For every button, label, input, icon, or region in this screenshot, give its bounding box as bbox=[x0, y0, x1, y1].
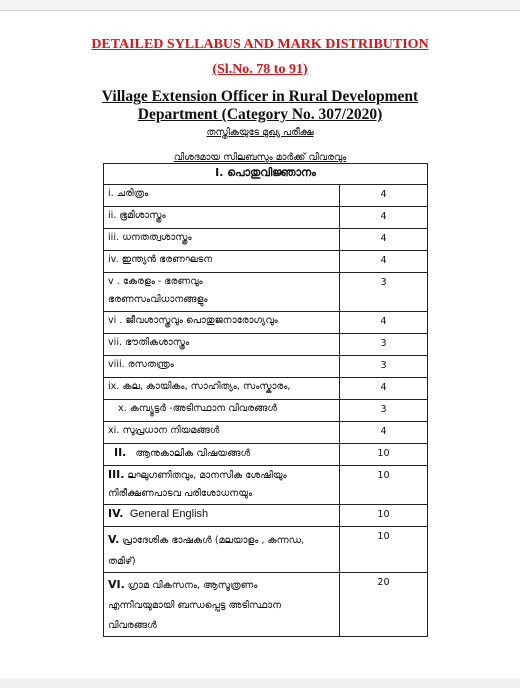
table-row bbox=[104, 573, 428, 637]
section-marks: 20 bbox=[340, 573, 428, 637]
item-marks: 4 bbox=[340, 229, 428, 251]
section-text: ആനുകാലിക വിഷയങ്ങൾ bbox=[135, 448, 251, 459]
post-title: Village Extension Officer in Rural Development bbox=[101, 88, 419, 105]
section-marks: 10 bbox=[340, 444, 428, 466]
item-label: vii. ഭൗതികശാസ്ത്രം bbox=[104, 334, 340, 356]
table-row bbox=[104, 378, 428, 400]
section-number: VI. bbox=[108, 578, 125, 591]
item-label bbox=[104, 273, 340, 312]
section-text: General English bbox=[129, 508, 209, 520]
section-text: വിവരങ്ങൾ bbox=[108, 620, 157, 631]
item-label: iv. ഇന്ത്യൻ ഭരണഘടന bbox=[104, 251, 340, 273]
section-label bbox=[104, 505, 340, 527]
table-row bbox=[104, 505, 428, 527]
item-label-line: ഭരണസംവിധാനങ്ങളും bbox=[108, 294, 208, 305]
item-marks: 3 bbox=[340, 273, 428, 312]
page-top-border bbox=[0, 0, 520, 11]
table-row bbox=[104, 207, 428, 229]
section-marks: 10 bbox=[340, 527, 428, 573]
section-text: തമിഴ്) bbox=[108, 556, 136, 567]
item-marks: 4 bbox=[340, 422, 428, 444]
table-row bbox=[104, 466, 428, 505]
table-row bbox=[104, 527, 428, 573]
syllabus-table bbox=[103, 163, 428, 637]
section-label bbox=[104, 466, 340, 505]
item-marks: 3 bbox=[340, 334, 428, 356]
table-row bbox=[104, 229, 428, 251]
table-row bbox=[104, 444, 428, 466]
table-row bbox=[104, 400, 428, 422]
item-marks: 3 bbox=[340, 400, 428, 422]
syllabus-subtitle: വിശദമായ സിലബസും മാർക്ക് വിവരവും bbox=[173, 152, 347, 163]
exam-subtitle: തസ്തികയുടേ മുഖ്യ പരീക്ഷ bbox=[206, 127, 314, 138]
page-bottom-edge bbox=[0, 678, 520, 688]
section-text: പ്രാദേശിക ഭാഷകൾ (മലയാളം , കന്നഡ, bbox=[122, 535, 305, 546]
section-text: ഗ്രാമ വികസനം, ആസൂത്രണം bbox=[127, 580, 258, 591]
section-text: നിരീക്ഷണപാടവ പരിശോധനയും bbox=[108, 488, 253, 499]
table-row-heading bbox=[104, 164, 428, 185]
item-label-line: v . കേരളം - ഭരണവും bbox=[108, 276, 203, 287]
section-label bbox=[104, 444, 340, 466]
section-marks: 10 bbox=[340, 466, 428, 505]
item-label: ii. ഭൂമിശാസ്ത്രം bbox=[104, 207, 340, 229]
item-marks: 4 bbox=[340, 378, 428, 400]
item-marks: 4 bbox=[340, 207, 428, 229]
sl-number: (Sl.No. 78 to 91) bbox=[212, 62, 308, 77]
item-marks: 4 bbox=[340, 312, 428, 334]
section-number: III. bbox=[108, 468, 125, 481]
table-row bbox=[104, 356, 428, 378]
item-label: ix. കല, കായികം, സാഹിത്യം, സംസ്കാരം, bbox=[104, 378, 340, 400]
section-text: എന്നിവയുമായി ബന്ധപ്പെട്ട അടിസ്ഥാന bbox=[108, 600, 282, 611]
item-label: vi . ജീവശാസ്ത്രവും പൊതുജനാരോഗ്യവും bbox=[104, 312, 340, 334]
section-heading: I. പൊതുവിജ്ഞാനം bbox=[104, 164, 428, 185]
table-row bbox=[104, 422, 428, 444]
section-number: II. bbox=[114, 446, 127, 459]
table-row bbox=[104, 312, 428, 334]
section-label bbox=[104, 527, 340, 573]
table-row bbox=[104, 334, 428, 356]
table-row bbox=[104, 251, 428, 273]
item-marks: 3 bbox=[340, 356, 428, 378]
item-marks: 4 bbox=[340, 185, 428, 207]
syllabus-title: DETAILED SYLLABUS AND MARK DISTRIBUTION bbox=[91, 37, 429, 52]
item-label: i. ചരിത്രം bbox=[104, 185, 340, 207]
table-row bbox=[104, 185, 428, 207]
department-category: Department (Category No. 307/2020) bbox=[137, 106, 383, 123]
section-number: IV. bbox=[108, 507, 124, 520]
section-marks: 10 bbox=[340, 505, 428, 527]
item-label: x. കമ്പ്യൂട്ടർ -അടിസ്ഥാന വിവരങ്ങൾ bbox=[104, 400, 340, 422]
item-marks: 4 bbox=[340, 251, 428, 273]
section-number: V. bbox=[108, 533, 120, 546]
item-label: xi. സുപ്രധാന നിയമങ്ങൾ bbox=[104, 422, 340, 444]
item-label: iii. ധനതത്വശാസ്ത്രം bbox=[104, 229, 340, 251]
table-row bbox=[104, 273, 428, 312]
item-label: viii. രസതന്ത്രം bbox=[104, 356, 340, 378]
section-label bbox=[104, 573, 340, 637]
section-text: ലഘുഗണിതവും, മാനസിക ശേഷിയും bbox=[127, 470, 287, 481]
